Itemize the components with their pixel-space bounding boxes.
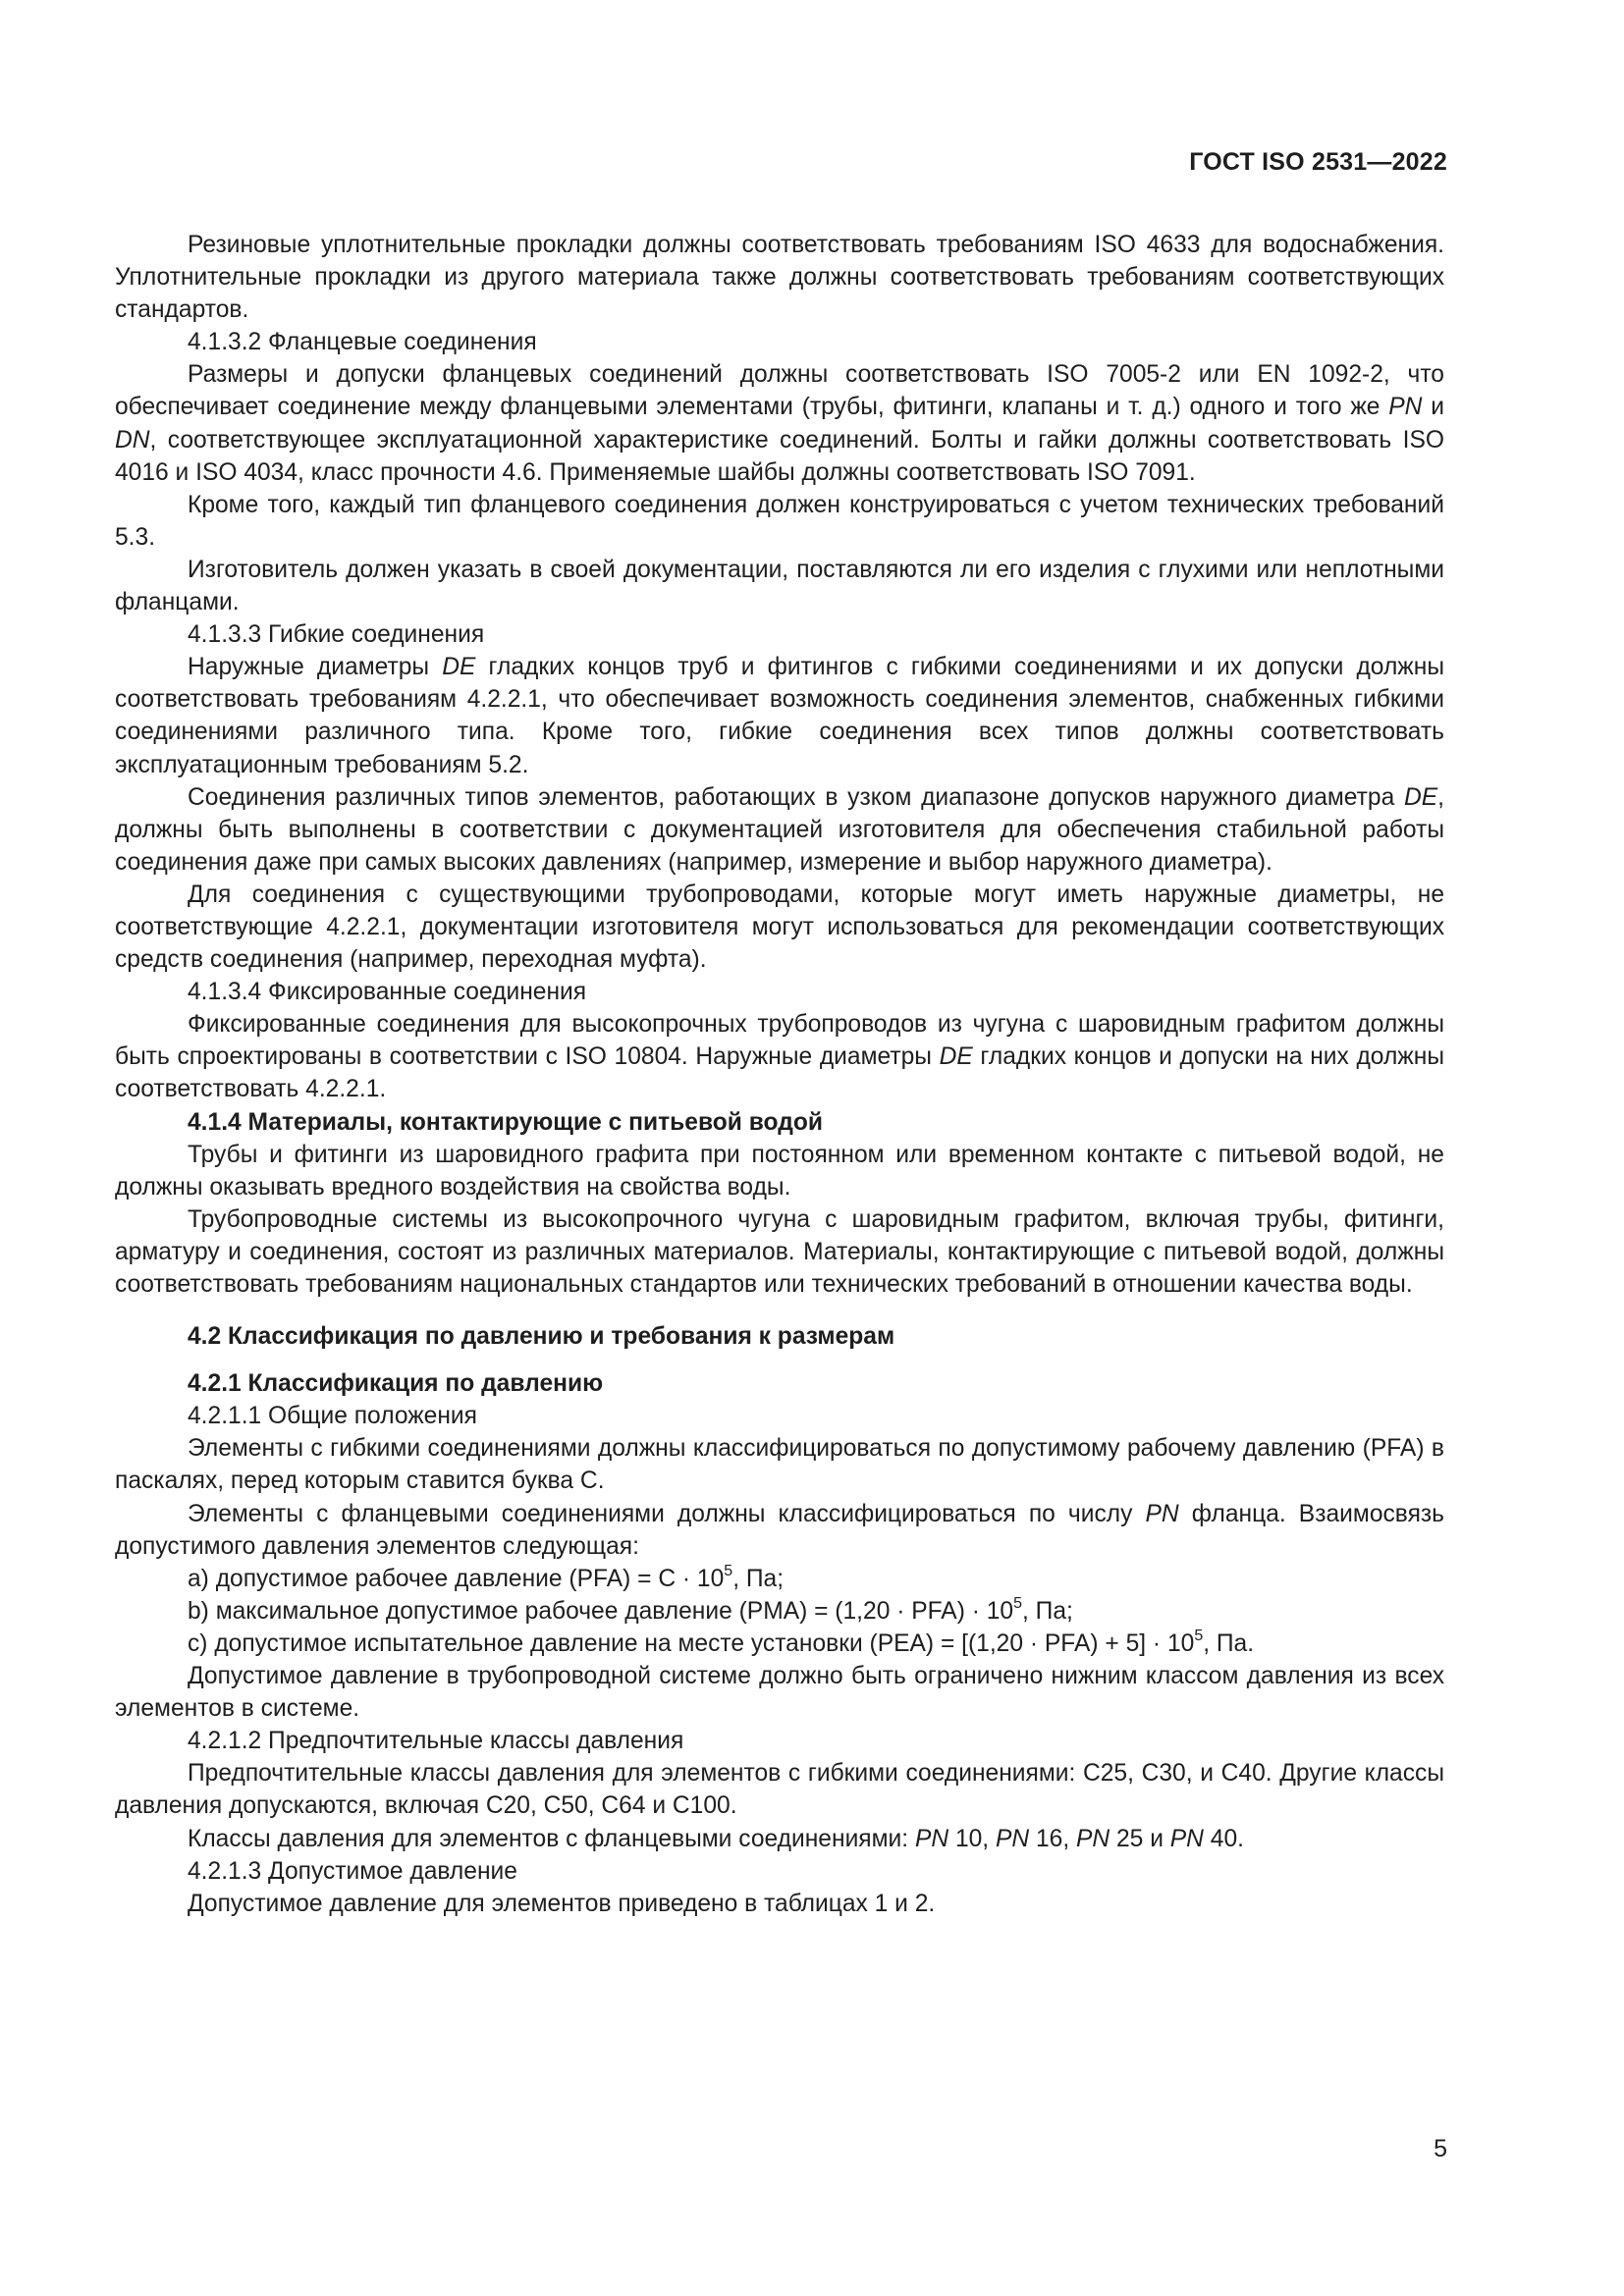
paragraph: Изготовитель должен указать в своей документации, поставляются ли его изделия с глухими или неплотными фланцами. xyxy=(115,556,1444,616)
list-item-b: b) максимальное допустимое рабочее давление $(PMA) = (1,20 \cdot PFA) \cdot 10^5$, Па; xyxy=(188,1594,1073,1625)
paragraph: Элементы с фланцевыми соединениями должны классифицироваться по числу PN фланца. Взаимосвязь допустимого давления элементов следующая: xyxy=(115,1500,1444,1560)
list-item-a: а) допустимое рабочее давление $(PFA) = С \cdot 10^5$, Па; xyxy=(188,1562,785,1592)
paragraph: Наружные диаметры DE гладких концов труб и фитингов с гибкими соединениями и их допуски должны соответствовать требованиям 4.2.2.1, что обеспечивает возможность соединения элементов, снабженных гибкими соединениями различного типа. Кроме того, гибкие соединения всех типов должны соответствовать эксплуатационным требованиям 5.2. xyxy=(115,654,1444,778)
subsection-heading-4-2-1-2: 4.2.1.2 Предпочтительные классы давления xyxy=(188,1728,684,1755)
subsection-heading-4-1-3-2: 4.1.3.2 Фланцевые соединения xyxy=(188,329,537,356)
section-heading-4-2-1: 4.2.1 Классификация по давлению xyxy=(188,1370,604,1398)
subsection-heading-4-2-1-1: 4.2.1.1 Общие положения xyxy=(188,1403,477,1430)
paragraph: Допустимое давление в трубопроводной системе должно быть ограничено нижним классом давления из всех элементов в системе. xyxy=(115,1663,1444,1723)
section-heading-4-1-4: 4.1.4 Материалы, контактирующие с питьевой водой xyxy=(188,1108,823,1136)
subsection-heading-4-1-3-4: 4.1.3.4 Фиксированные соединения xyxy=(188,979,587,1006)
paragraph: Элементы с гибкими соединениями должны классифицироваться по допустимому рабочему давлению (PFA) в паскалях, перед которым ставится буква С. xyxy=(115,1435,1444,1495)
document-header: ГОСТ ISO 2531—2022 xyxy=(1189,148,1447,176)
paragraph: Трубы и фитинги из шаровидного графита при постоянном или временном контакте с питьевой водой, не должны оказывать вредного воздействия на свойства воды. xyxy=(115,1141,1444,1201)
paragraph: Соединения различных типов элементов, работающих в узком диапазоне допусков наружного диаметра DE, должны быть выполнены в соответствии с документацией изготовителя для обеспечения стабильной работы соединения даже при самых высоких давлениях (например, измерение и выбор наружного диаметра). xyxy=(115,783,1444,876)
list-item-c: с) допустимое испытательное давление на месте установки $(PEA) = [(1,20 \cdot PFA) + 5] \cdot 10^5$, Па. xyxy=(188,1627,1255,1657)
document-body xyxy=(115,229,1444,1920)
paragraph: Для соединения с существующими трубопроводами, которые могут иметь наружные диаметры, не соответствующие 4.2.2.1, документации изготовителя могут использоваться для рекомендации соответствующих средств соединения (например, переходная муфта). xyxy=(115,881,1444,974)
paragraph: Размеры и допуски фланцевых соединений должны соответствовать ISO 7005-2 или EN 1092-2, что обеспечивает соединение между фланцевыми элементами (трубы, фитинги, клапаны и т. д.) одного и того же PN и DN, соответствующее эксплуатационной характеристике соединений. Болты и гайки должны соответствовать ISO 4016 и ISO 4034, класс прочности 4.6. Применяемые шайбы должны соответствовать ISO 7091. xyxy=(115,361,1444,486)
section-heading-4-2: 4.2 Классификация по давлению и требования к размерам xyxy=(188,1323,895,1351)
paragraph: Фиксированные соединения для высокопрочных трубопроводов из чугуна с шаровидным графитом должны быть спроектированы в соответствии с ISO 10804. Наружные диаметры DE гладких концов и допуски на них должны соответствовать 4.2.2.1. xyxy=(115,1011,1445,1103)
paragraph: Предпочтительные классы давления для элементов с гибкими соединениями: C25, C30, и C40. Другие классы давления допускаются, включая C20, C50, C64 и C100. xyxy=(115,1760,1444,1820)
paragraph: Классы давления для элементов с фланцевыми соединениями: PN 10, PN 16, PN 25 и PN 40. xyxy=(188,1825,1244,1852)
subsection-heading-4-1-3-3: 4.1.3.3 Гибкие соединения xyxy=(188,621,485,649)
paragraph: Трубопроводные системы из высокопрочного чугуна с шаровидным графитом, включая трубы, фитинги, арматуру и соединения, состоят из различных материалов. Материалы, контактирующие с питьевой водой, должны соответствовать требованиям национальных стандартов или технических требований в отношении качества воды. xyxy=(115,1205,1444,1298)
paragraph: Резиновые уплотнительные прокладки должны соответствовать требованиям ISO 4633 для водоснабжения. Уплотнительные прокладки из другого материала также должны соответствовать требованиям соответствующих стандартов. xyxy=(115,232,1444,324)
page-number: 5 xyxy=(1434,2135,1447,2163)
paragraph: Допустимое давление для элементов приведено в таблицах 1 и 2. xyxy=(188,1890,936,1917)
paragraph: Кроме того, каждый тип фланцевого соединения должен конструироваться с учетом технических требований 5.3. xyxy=(115,491,1444,551)
subsection-heading-4-2-1-3: 4.2.1.3 Допустимое давление xyxy=(188,1857,517,1885)
